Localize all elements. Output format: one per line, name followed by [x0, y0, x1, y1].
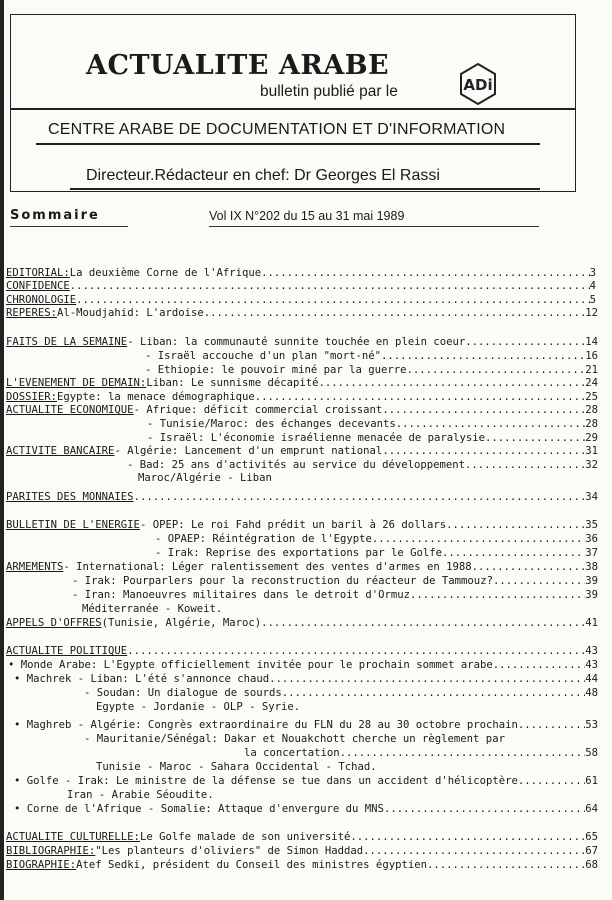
organization-name: CENTRE ARABE DE DOCUMENTATION ET D'INFORMATION: [48, 121, 506, 138]
toc-entry-text: - Bad: 25 ans d'activités au service du développement: [127, 459, 466, 471]
toc-section-label: APPELS D'OFFRES: [6, 617, 102, 629]
toc-section-label: ACTUALITE CULTURELLE:: [6, 831, 140, 843]
toc-entry-text: • Maghreb - Algérie: Congrès extraordinaire du FLN du 28 au 30 octobre prochain: [14, 719, 518, 731]
toc-entry: [72, 589, 598, 602]
toc-leader-dots: [382, 404, 585, 417]
toc-entry: [6, 391, 598, 404]
toc-entry: [155, 547, 598, 560]
toc-entry-text: • Machrek - Liban: L'été s'annonce chaud: [14, 673, 270, 685]
toc-page-number: 25: [585, 391, 598, 403]
toc-entry-text: • Monde Arabe: L'Egypte officiellement invitée pour le prochain sommet arabe: [8, 659, 493, 671]
toc-page-number: 32: [585, 459, 598, 471]
toc-leader-dots: [382, 445, 585, 458]
toc-entry-text: Al-Moudjahid: L'ardoise: [57, 307, 204, 319]
toc-section-label: EDITORIAL:: [6, 267, 70, 279]
toc-entry: [6, 307, 598, 320]
toc-leader-dots: [465, 459, 585, 472]
toc-entry-text: • Golfe - Irak: Le ministre de la défense se tue dans un accident d'hélicoptère: [14, 775, 518, 787]
toc-page-number: 58: [585, 747, 598, 759]
issue-volume: Vol IX N°202 du 15 au 31 mai 1989: [209, 209, 405, 223]
toc-entry: [6, 294, 596, 307]
toc-leader-dots: [363, 845, 585, 858]
toc-entry: [145, 350, 598, 363]
toc-section-label: ACTUALITE ECONOMIQUE: [6, 404, 134, 416]
publication-title: ACTUALITE ARABE: [86, 50, 390, 81]
toc-section-label: ACTUALITE POLITIQUE: [6, 645, 128, 657]
toc-entry: [96, 761, 598, 774]
toc-entry-text: "Les planteurs d'oliviers" de Simon Haddad: [95, 845, 364, 857]
toc-entry: [138, 472, 598, 485]
toc-entry: [6, 859, 598, 872]
toc-entry: [96, 701, 598, 714]
toc-entry: [6, 617, 598, 630]
toc-page-number: 29: [585, 432, 598, 444]
toc-entry-text: - Iran: Manoeuvres militaires dans le detroit d'Ormuz: [72, 589, 411, 601]
toc-leader-dots: [269, 673, 585, 686]
toc-entry-text: - International: Léger ralentissement des ventes d'armes en 1988: [63, 561, 472, 573]
toc-entry: [6, 491, 598, 504]
toc-page-number: 48: [585, 687, 598, 699]
toc-page-number: 64: [585, 803, 598, 815]
toc-entry-text: - Israël accouche d'un plan "mort-né": [145, 350, 381, 362]
toc-entry-text: Egypte: la menace démographique: [57, 391, 255, 403]
toc-leader-dots: [493, 575, 585, 588]
toc-section-label: CONFIDENCE: [6, 280, 70, 292]
toc-leader-dots: [134, 491, 586, 504]
toc-entry: [147, 418, 598, 431]
toc-page-number: 38: [585, 561, 598, 573]
toc-leader-dots: [204, 307, 586, 320]
toc-page-number: 36: [585, 533, 598, 545]
toc-leader-dots: [76, 294, 589, 307]
toc-page-number: 43: [585, 659, 598, 671]
toc-leader-dots: [485, 432, 585, 445]
toc-page-number: 31: [585, 445, 598, 457]
toc-leader-dots: [427, 859, 585, 872]
toc-entry-text: Le Golfe malade de son université: [139, 831, 351, 843]
toc-leader-dots: [70, 280, 590, 293]
toc-entry: [6, 831, 598, 844]
toc-leader-dots: [127, 645, 585, 658]
toc-entry: [6, 336, 598, 349]
toc-leader-dots: [261, 267, 589, 280]
toc-page-number: 68: [585, 859, 598, 871]
toc-leader-dots: [410, 589, 585, 602]
toc-entry: [6, 404, 598, 417]
toc-leader-dots: [518, 719, 585, 732]
toc-leader-dots: [396, 418, 585, 431]
toc-entry: [6, 445, 598, 458]
toc-entry: [8, 659, 598, 672]
toc-entry-text: - OPEP: Le roi Fahd prédit un baril à 26 dollars: [139, 519, 447, 531]
toc-entry: [14, 803, 598, 816]
toc-entry-text: • Corne de l'Afrique - Somalie: Attaque d'envergure du MNS: [14, 803, 384, 815]
toc-leader-dots: [381, 350, 585, 363]
toc-entry: [127, 459, 598, 472]
toc-leader-dots: [319, 377, 586, 390]
toc-entry-text: Iran - Arabie Séoudite.: [67, 789, 214, 801]
toc-entry-text: - Ethiopie: le pouvoir miné par la guerre: [145, 364, 407, 376]
toc-entry-text: La deuxième Corne de l'Afrique: [69, 267, 262, 279]
toc-entry: [6, 280, 596, 293]
toc-page-number: 5: [589, 294, 596, 306]
toc-entry-text: Méditerranée - Koweit.: [82, 603, 223, 615]
toc-section-label: FAITS DE LA SEMAINE: [6, 336, 128, 348]
toc-entry-text: - Liban: la communauté sunnite touchée en plein coeur: [127, 336, 466, 348]
toc-entry-text: - Soudan: Un dialogue de sourds: [84, 687, 282, 699]
toc-entry: [6, 845, 598, 858]
toc-entry-text: (Tunisie, Algérie, Maroc): [101, 617, 262, 629]
toc-entry: [14, 673, 598, 686]
toc-page-number: 44: [585, 673, 598, 685]
toc-leader-dots: [350, 831, 585, 844]
toc-section-label: REPERES:: [6, 307, 58, 319]
toc-page-number: 61: [585, 775, 598, 787]
toc-entry-text: - Irak: Pourparlers pour la reconstruction du réacteur de Tammouz?: [72, 575, 493, 587]
toc-leader-dots: [518, 775, 585, 788]
toc-page-number: 16: [585, 350, 598, 362]
toc-entry: [155, 533, 598, 546]
toc-page-number: 3: [589, 267, 596, 279]
toc-entry: [67, 789, 598, 802]
toc-leader-dots: [261, 617, 585, 630]
toc-page-number: 34: [585, 491, 598, 503]
toc-page-number: 14: [585, 336, 598, 348]
toc-entry: [72, 575, 598, 588]
toc-entry: [84, 687, 598, 700]
toc-entry: [145, 364, 598, 377]
toc-leader-dots: [442, 547, 585, 560]
toc-leader-dots: [446, 519, 585, 532]
toc-entry-text: - Irak: Reprise des exportations par le Golfe: [155, 547, 443, 559]
toc-leader-dots: [493, 659, 586, 672]
toc-entry-text: Egypte - Jordanie - OLP - Syrie.: [96, 701, 301, 713]
toc-section-label: CHRONOLOGIE: [6, 294, 77, 306]
toc-entry-text: la concertation: [244, 747, 340, 759]
toc-entry: [82, 603, 598, 616]
toc-entry-text: - Algérie: Lancement d'un emprunt national: [114, 445, 383, 457]
toc-section-label: L'EVENEMENT DE DEMAIN:: [6, 377, 147, 389]
toc-section-label: BIOGRAPHIE:: [6, 859, 77, 871]
toc-entry: [14, 719, 598, 732]
toc-page-number: 65: [585, 831, 598, 843]
toc-section-label: BULLETIN DE L'ENERGIE: [6, 519, 140, 531]
toc-entry-text: - Afrique: déficit commercial croissant: [133, 404, 383, 416]
toc-entry: [84, 733, 598, 746]
publication-subtitle: bulletin publié par le: [260, 83, 398, 100]
logo-text: ADi: [463, 76, 493, 94]
toc-leader-dots: [465, 336, 585, 349]
toc-leader-dots: [384, 803, 585, 816]
toc-page-number: 12: [585, 307, 598, 319]
toc-page-number: 53: [585, 719, 598, 731]
toc-entry: [6, 267, 596, 280]
toc-page-number: 24: [585, 377, 598, 389]
toc-page-number: 41: [585, 617, 598, 629]
toc-page-number: 21: [585, 364, 598, 376]
toc-leader-dots: [282, 687, 586, 700]
toc-entry-text: Atef Sedki, président du Conseil des ministres égyptien: [76, 859, 427, 871]
toc-section-label: PARITES DES MONNAIES: [6, 491, 134, 503]
toc-leader-dots: [372, 533, 585, 546]
toc-page-number: 39: [585, 575, 598, 587]
toc-leader-dots: [472, 561, 586, 574]
toc-entry: [6, 377, 598, 390]
toc-page-number: 39: [585, 589, 598, 601]
toc-entry: [244, 747, 598, 760]
toc-entry-text: Liban: Le sunnisme décapité: [146, 377, 319, 389]
sommaire-heading: Sommaire: [10, 208, 100, 223]
toc-page-number: 28: [585, 418, 598, 430]
toc-entry-text: Tunisie - Maroc - Sahara Occidental - Tchad.: [96, 761, 377, 773]
toc-entry: [14, 775, 598, 788]
toc-leader-dots: [407, 364, 586, 377]
toc-page-number: 28: [585, 404, 598, 416]
toc-page-number: 35: [585, 519, 598, 531]
toc-entry-text: - OPAEP: Réintégration de l'Egypte: [155, 533, 372, 545]
toc-leader-dots: [340, 747, 586, 760]
toc-entry-text: - Israël: L'économie israélienne menacée de paralysie: [147, 432, 486, 444]
toc-page-number: 43: [585, 645, 598, 657]
toc-entry: [147, 432, 598, 445]
toc-section-label: ARMEMENTS: [6, 561, 64, 573]
toc-section-label: DOSSIER:: [6, 391, 58, 403]
toc-page-number: 37: [585, 547, 598, 559]
toc-entry: [6, 519, 598, 532]
toc-entry-text: - Tunisie/Maroc: des échanges decevants: [147, 418, 396, 430]
toc-page-number: 4: [589, 280, 596, 292]
toc-page-number: 67: [585, 845, 598, 857]
toc-entry-text: Maroc/Algérie - Liban: [138, 472, 272, 484]
toc-leader-dots: [255, 391, 585, 404]
toc-section-label: BIBLIOGRAPHIE:: [6, 845, 96, 857]
toc-section-label: ACTIVITE BANCAIRE: [6, 445, 115, 457]
toc-entry-text: - Mauritanie/Sénégal: Dakar et Nouakchott cherche un règlement par: [84, 733, 505, 745]
toc-entry: [6, 561, 598, 574]
director-line: Directeur.Rédacteur en chef: Dr Georges El Rassi: [86, 167, 440, 184]
toc-entry: [6, 645, 598, 658]
